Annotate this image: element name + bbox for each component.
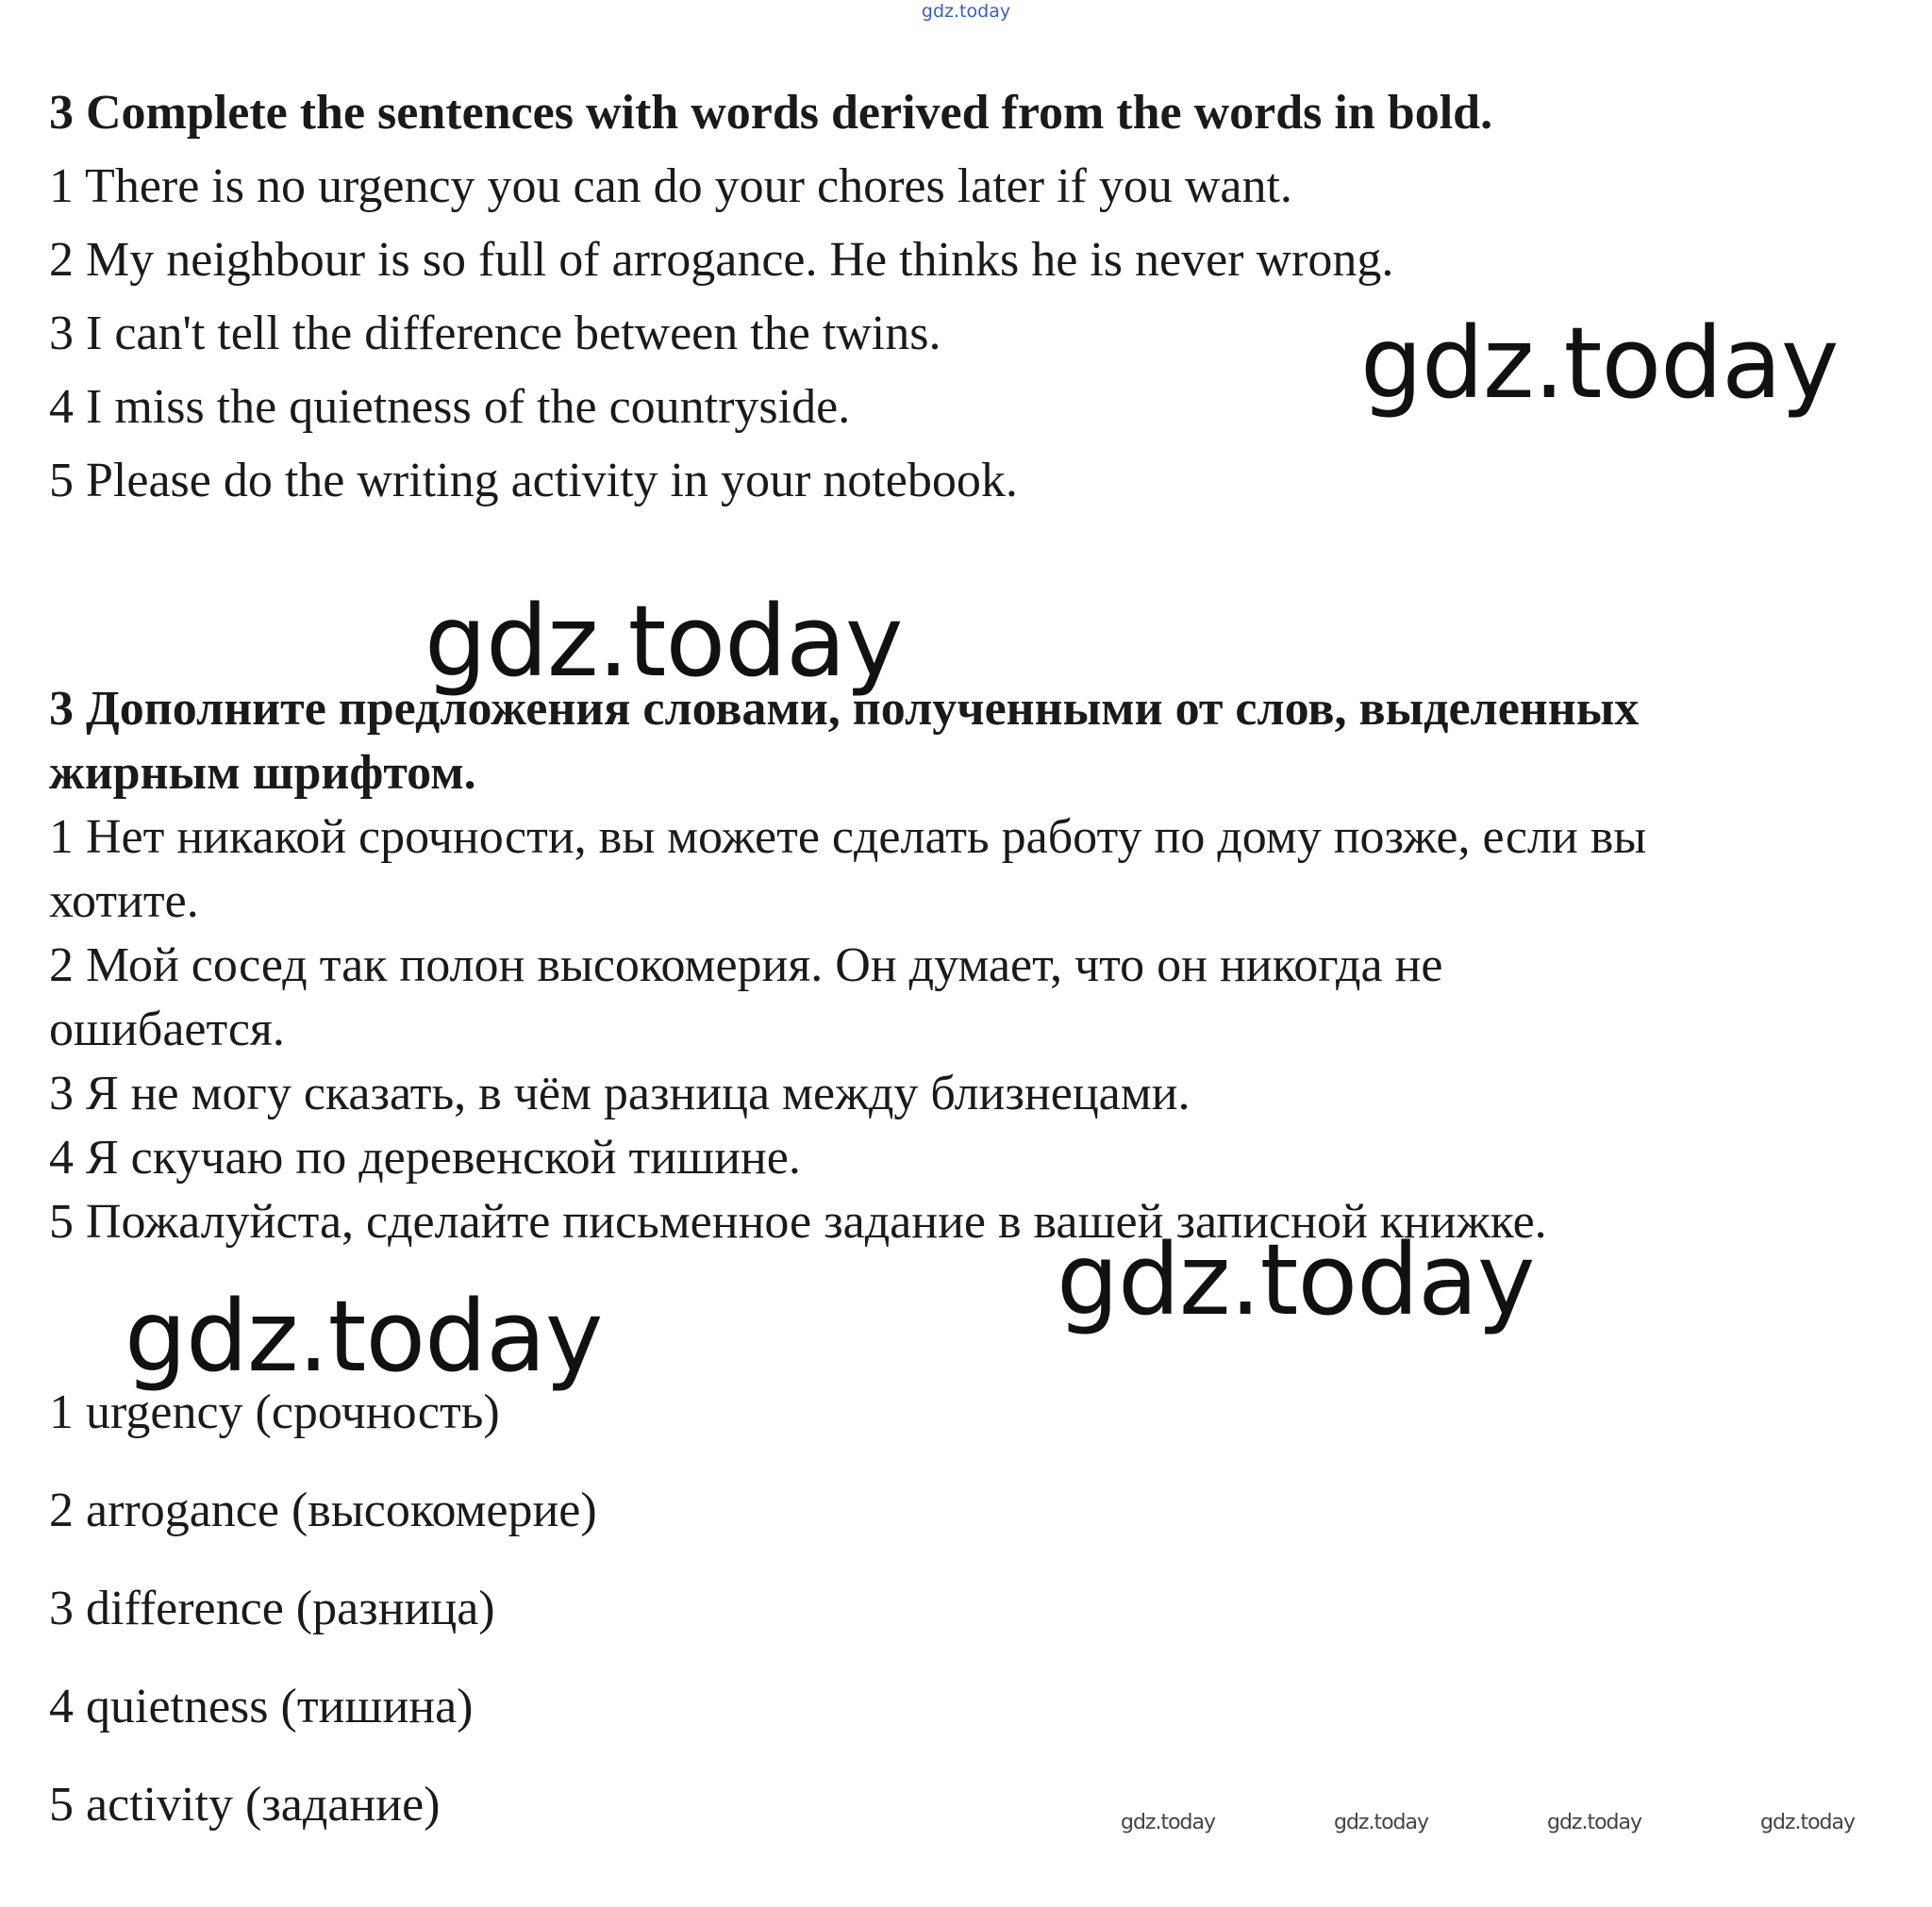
answer-3: 3 difference (разница)	[49, 1582, 495, 1635]
russian-sentence-1-line-2: хотите.	[49, 874, 199, 928]
answer-5: 5 activity (задание)	[49, 1778, 441, 1832]
watermark-large-2: gdz.today	[425, 584, 903, 699]
russian-sentence-5: 5 Пожалуйста, сделайте письменное задание в вашей записной книжке.	[49, 1195, 1547, 1249]
russian-sentence-2-line-2: ошибается.	[49, 1003, 285, 1056]
answer-2: 2 arrogance (высокомерие)	[49, 1484, 597, 1537]
english-sentence-4: 4 I miss the quietness of the countryside.	[49, 380, 851, 434]
watermark-small-3: gdz.today	[1547, 1811, 1642, 1834]
russian-sentence-2-line-1: 2 Мой сосед так полон высокомерия. Он думает, что он никогда не	[49, 938, 1443, 992]
watermark-large-4: gdz.today	[125, 1279, 603, 1394]
watermark-small-1: gdz.today	[1121, 1811, 1216, 1834]
english-heading: 3 Complete the sentences with words derived from the words in bold.	[49, 86, 1493, 140]
answer-1: 1 urgency (срочность)	[49, 1385, 500, 1439]
watermark-small-2: gdz.today	[1334, 1811, 1429, 1834]
russian-sentence-1-line-1: 1 Нет никакой срочности, вы можете сделать работу по дому позже, если вы	[49, 810, 1647, 864]
answer-4: 4 quietness (тишина)	[49, 1680, 474, 1733]
english-sentence-3: 3 I can't tell the difference between the twins.	[49, 307, 941, 360]
watermark-small-4: gdz.today	[1760, 1811, 1856, 1834]
english-sentence-5: 5 Please do the writing activity in your notebook.	[49, 454, 1018, 507]
english-sentence-1: 1 There is no urgency you can do your chores later if you want.	[49, 159, 1292, 213]
russian-sentence-3: 3 Я не могу сказать, в чём разница между близнецами.	[49, 1067, 1191, 1120]
russian-heading-line-2: жирным шрифтом.	[49, 746, 476, 800]
russian-heading-line-1: 3 Дополните предложения словами, полученными от слов, выделенных	[49, 682, 1640, 736]
watermark-large-1: gdz.today	[1360, 306, 1839, 421]
english-sentence-2: 2 My neighbour is so full of arrogance. He thinks he is never wrong.	[49, 233, 1394, 287]
top-watermark: gdz.today	[921, 1, 1011, 22]
watermark-large-3: gdz.today	[1057, 1222, 1535, 1337]
russian-sentence-4: 4 Я скучаю по деревенской тишине.	[49, 1131, 801, 1185]
